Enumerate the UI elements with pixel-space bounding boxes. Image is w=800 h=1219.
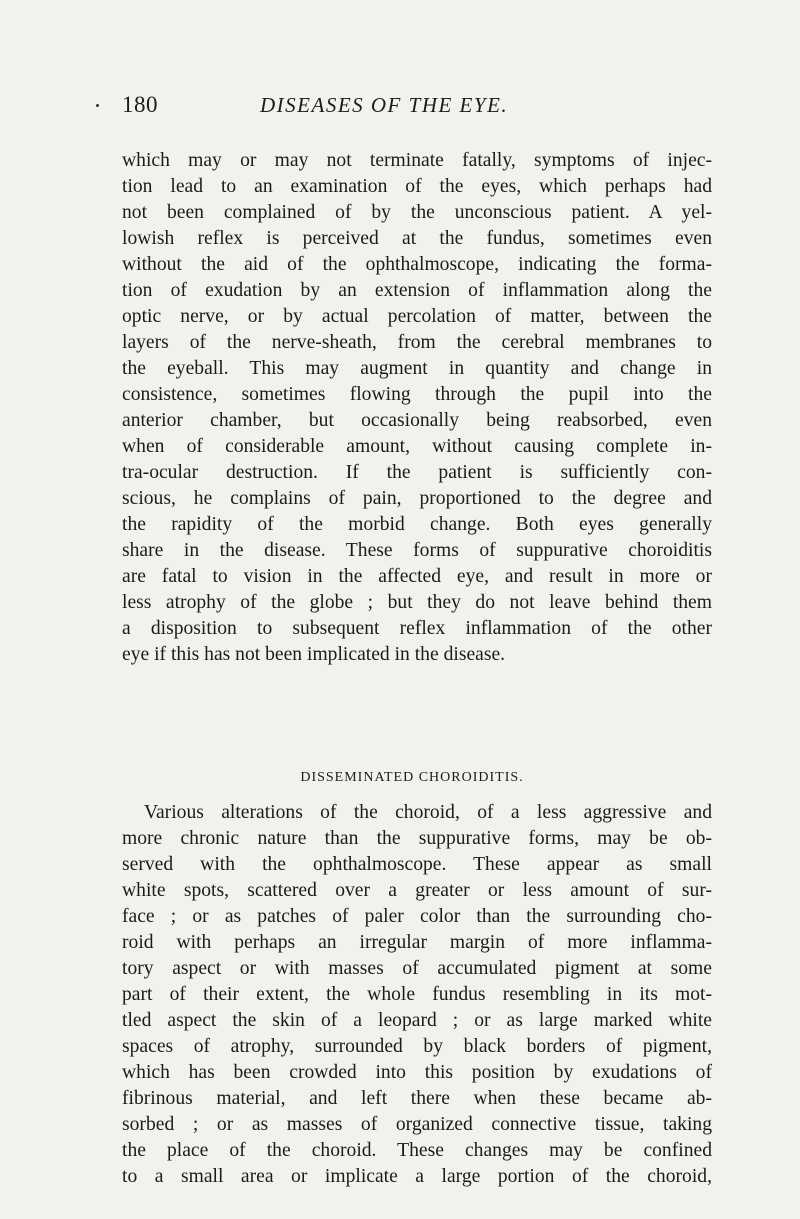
paragraph-1 bbox=[122, 148, 712, 668]
text-line: scious, he complains of pain, proportioned to the degree and bbox=[122, 488, 712, 509]
text-line: tled aspect the skin of a leopard ; or as large marked white bbox=[122, 1010, 712, 1031]
text-line: spaces of atrophy, surrounded by black borders of pigment, bbox=[122, 1036, 712, 1057]
text-line: Various alterations of the choroid, of a less aggressive and bbox=[144, 802, 712, 823]
running-title: DISEASES OF THE EYE. bbox=[260, 93, 509, 117]
text-line: eye if this has not been implicated in the disease. bbox=[122, 644, 506, 665]
text-line: lowish reflex is perceived at the fundus, sometimes even bbox=[122, 228, 712, 249]
section-heading bbox=[0, 770, 800, 786]
text-line: tra-ocular destruction. If the patient is sufficiently con- bbox=[122, 462, 712, 483]
text-line: the eyeball. This may augment in quantity and change in bbox=[122, 358, 712, 379]
paragraph-2 bbox=[122, 800, 712, 1190]
text-line: anterior chamber, but occasionally being reabsorbed, even bbox=[122, 410, 712, 431]
text-line: more chronic nature than the suppurative forms, may be ob- bbox=[122, 828, 712, 849]
text-line: to a small area or implicate a large portion of the choroid, bbox=[122, 1166, 712, 1187]
page-number: 180 bbox=[122, 92, 158, 117]
text-line: roid with perhaps an irregular margin of more inflamma- bbox=[122, 932, 712, 953]
text-line: tion lead to an examination of the eyes, which perhaps had bbox=[122, 176, 712, 197]
text-line: the rapidity of the morbid change. Both eyes generally bbox=[122, 514, 712, 535]
text-line: tory aspect or with masses of accumulated pigment at some bbox=[122, 958, 712, 979]
margin-mark bbox=[96, 104, 99, 107]
text-line: not been complained of by the unconscious patient. A yel- bbox=[122, 202, 712, 223]
text-line: consistence, sometimes flowing through the pupil into the bbox=[122, 384, 712, 405]
text-line: sorbed ; or as masses of organized connective tissue, taking bbox=[122, 1114, 712, 1135]
text-line: a disposition to subsequent reflex inflammation of the other bbox=[122, 618, 712, 639]
text-line: without the aid of the ophthalmoscope, indicating the forma- bbox=[122, 254, 712, 275]
text-line: are fatal to vision in the affected eye, and result in more or bbox=[122, 566, 712, 587]
text-line: tion of exudation by an extension of inflammation along the bbox=[122, 280, 712, 301]
text-line: layers of the nerve-sheath, from the cerebral membranes to bbox=[122, 332, 712, 353]
text-line: share in the disease. These forms of suppurative choroiditis bbox=[122, 540, 712, 561]
section-heading-text: DISSEMINATED CHOROIDITIS. bbox=[300, 770, 524, 785]
text-line: served with the ophthalmoscope. These appear as small bbox=[122, 854, 712, 875]
text-line: which has been crowded into this position by exudations of bbox=[122, 1062, 712, 1083]
text-line: fibrinous material, and left there when these became ab- bbox=[122, 1088, 712, 1109]
running-head bbox=[122, 92, 722, 122]
text-line: the place of the choroid. These changes may be confined bbox=[122, 1140, 712, 1161]
text-line: face ; or as patches of paler color than the surrounding cho- bbox=[122, 906, 712, 927]
text-line: which may or may not terminate fatally, symptoms of injec- bbox=[122, 150, 712, 171]
text-line: less atrophy of the globe ; but they do not leave behind them bbox=[122, 592, 712, 613]
text-line: optic nerve, or by actual percolation of matter, between the bbox=[122, 306, 712, 327]
text-line: part of their extent, the whole fundus resembling in its mot- bbox=[122, 984, 712, 1005]
text-line: when of considerable amount, without causing complete in- bbox=[122, 436, 712, 457]
text-line: white spots, scattered over a greater or less amount of sur- bbox=[122, 880, 712, 901]
